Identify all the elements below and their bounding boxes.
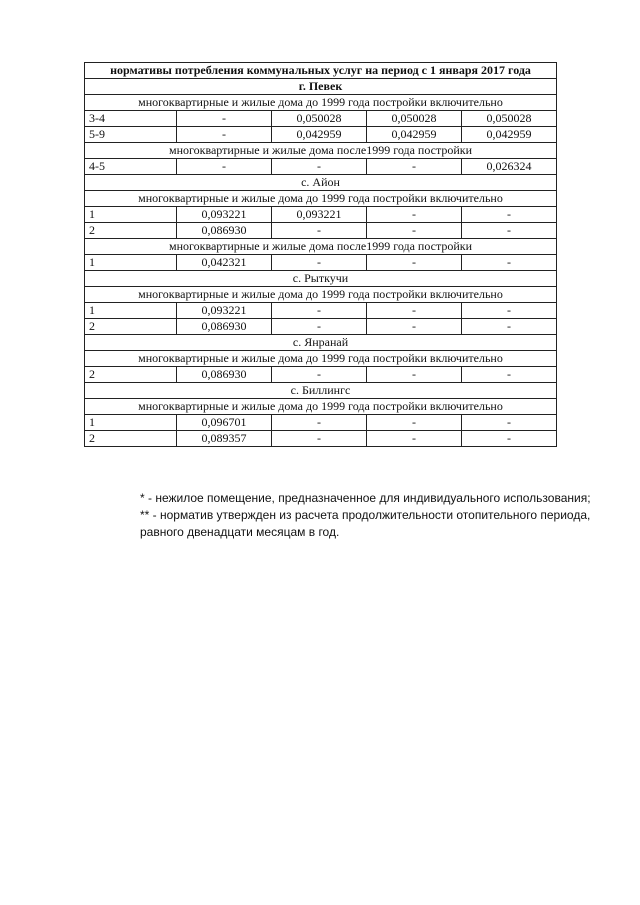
section-header: с. Янранай	[85, 335, 557, 351]
section-header: с. Рыткучи	[85, 271, 557, 287]
row-category-cell: 4-5	[85, 159, 177, 175]
table-title: г. Певек	[85, 79, 557, 95]
section-header-row	[85, 399, 557, 415]
section-header-row	[85, 95, 557, 111]
title-row	[85, 79, 557, 95]
footnote-nonresidential: * - нежилое помещение, предназначенное для индивидуального использования;	[140, 491, 591, 505]
row-category-cell: 1	[85, 207, 177, 223]
row-category-cell: 5-9	[85, 127, 177, 143]
value-cell: -	[367, 431, 462, 447]
value-cell: -	[462, 415, 557, 431]
value-cell: -	[367, 415, 462, 431]
section-header: многоквартирные и жилые дома до 1999 года постройки включительно	[85, 191, 557, 207]
value-cell: -	[272, 319, 367, 335]
value-cell: -	[177, 159, 272, 175]
section-header-row	[85, 383, 557, 399]
table-row	[85, 431, 557, 447]
value-cell: -	[462, 431, 557, 447]
section-header: многоквартирные и жилые дома до 1999 года постройки включительно	[85, 95, 557, 111]
value-cell: 0,086930	[177, 367, 272, 383]
table-row	[85, 159, 557, 175]
value-cell: -	[462, 367, 557, 383]
value-cell: -	[462, 207, 557, 223]
value-cell: 0,042959	[367, 127, 462, 143]
section-header: многоквартирные и жилые дома до 1999 года постройки включительно	[85, 351, 557, 367]
table-row	[85, 255, 557, 271]
table-row	[85, 415, 557, 431]
value-cell: -	[367, 223, 462, 239]
value-cell: 0,086930	[177, 223, 272, 239]
section-header-row	[85, 175, 557, 191]
value-cell: -	[272, 255, 367, 271]
value-cell: -	[272, 303, 367, 319]
table-row	[85, 223, 557, 239]
value-cell: -	[272, 223, 367, 239]
section-header-row	[85, 239, 557, 255]
value-cell: -	[367, 207, 462, 223]
section-header-row	[85, 335, 557, 351]
section-header: многоквартирные и жилые дома до 1999 года постройки включительно	[85, 399, 557, 415]
value-cell: -	[272, 415, 367, 431]
value-cell: 0,086930	[177, 319, 272, 335]
section-header: многоквартирные и жилые дома после1999 года постройки	[85, 143, 557, 159]
value-cell: 0,042959	[462, 127, 557, 143]
section-header-row	[85, 191, 557, 207]
value-cell: -	[462, 319, 557, 335]
value-cell: -	[272, 431, 367, 447]
value-cell: -	[367, 159, 462, 175]
value-cell: -	[367, 367, 462, 383]
section-header-row	[85, 351, 557, 367]
section-header-row	[85, 143, 557, 159]
row-category-cell: 2	[85, 223, 177, 239]
value-cell: -	[367, 319, 462, 335]
value-cell: -	[462, 223, 557, 239]
value-cell: 0,093221	[177, 207, 272, 223]
section-header: многоквартирные и жилые дома после1999 года постройки	[85, 239, 557, 255]
value-cell: -	[367, 303, 462, 319]
value-cell: 0,089357	[177, 431, 272, 447]
value-cell: -	[177, 127, 272, 143]
table-row	[85, 111, 557, 127]
title-row	[85, 63, 557, 79]
row-category-cell: 2	[85, 367, 177, 383]
row-category-cell: 1	[85, 303, 177, 319]
value-cell: 0,096701	[177, 415, 272, 431]
section-header-row	[85, 287, 557, 303]
table-row	[85, 303, 557, 319]
value-cell: 0,093221	[177, 303, 272, 319]
table-title: нормативы потребления коммунальных услуг на период с 1 января 2017 года	[85, 63, 557, 79]
row-category-cell: 1	[85, 415, 177, 431]
value-cell: -	[272, 159, 367, 175]
table-row	[85, 367, 557, 383]
table-row	[85, 127, 557, 143]
value-cell: 0,050028	[367, 111, 462, 127]
row-category-cell: 2	[85, 319, 177, 335]
section-header: многоквартирные и жилые дома до 1999 года постройки включительно	[85, 287, 557, 303]
value-cell: -	[177, 111, 272, 127]
section-header-row	[85, 271, 557, 287]
value-cell: 0,042321	[177, 255, 272, 271]
footnote-heating-period: ** - норматив утвержден из расчета продолжительности отопительного периода, равного двенадцати месяцам в год.	[140, 508, 591, 539]
row-category-cell: 2	[85, 431, 177, 447]
table-row	[85, 207, 557, 223]
value-cell: -	[272, 367, 367, 383]
norms-table-body	[85, 63, 557, 447]
footnotes	[84, 490, 594, 541]
value-cell: -	[462, 255, 557, 271]
section-header: с. Айон	[85, 175, 557, 191]
value-cell: 0,050028	[272, 111, 367, 127]
value-cell: 0,093221	[272, 207, 367, 223]
value-cell: -	[367, 255, 462, 271]
section-header: с. Биллингс	[85, 383, 557, 399]
value-cell: 0,026324	[462, 159, 557, 175]
value-cell: 0,050028	[462, 111, 557, 127]
norms-table	[84, 62, 557, 447]
row-category-cell: 3-4	[85, 111, 177, 127]
table-row	[85, 319, 557, 335]
value-cell: 0,042959	[272, 127, 367, 143]
row-category-cell: 1	[85, 255, 177, 271]
value-cell: -	[462, 303, 557, 319]
